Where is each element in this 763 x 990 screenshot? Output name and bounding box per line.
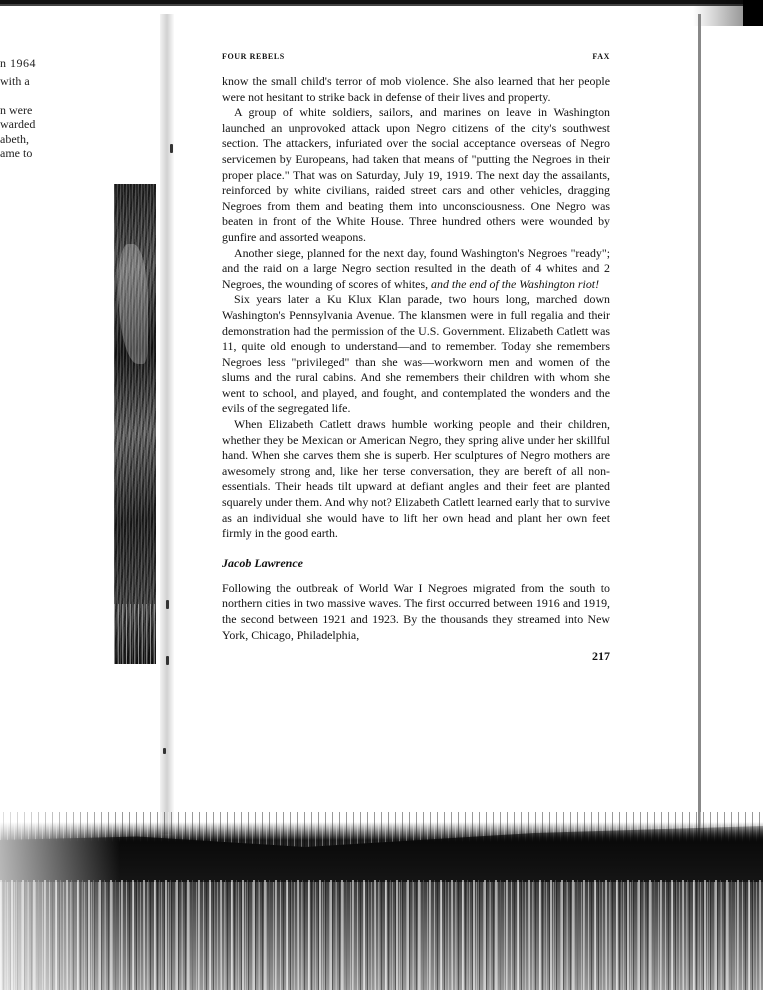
previous-page-line: warded xyxy=(0,117,36,131)
previous-page-line: n were xyxy=(0,102,33,117)
margin-mark xyxy=(166,600,169,609)
body-text xyxy=(222,74,610,643)
margin-mark xyxy=(163,748,166,754)
paragraph: Six years later a Ku Klux Klan parade, two hours long, marched down Washington's Pennsylvania Avenue. The klansmen were in full regalia and their demonstration had the permission of the U.S. Government. Elizabeth Catlett was 11, quite old enough to understand—and to remember. Today she remembers Negroes less "privileged" than she was—workworn men and women of the slums and the rural cabins. And she remembers their children with whom she went to school, and played, and fought, and contemplated the wonders and the evils of the segregated life. xyxy=(222,292,610,416)
paragraph: A group of white soldiers, sailors, and marines on leave in Washington launched an unprovoked attack upon Negro citizens of the city's southwest section. The attackers, infuriated over the social acceptance overseas of Negro servicemen by Europeans, had taken that means of "putting the Negroes in their proper place." That was on Saturday, July 19, 1919. The next day the assailants, reinforced by white civilians, raided street cars and other vehicles, dragging Negroes from them and beating them into unconsciousness. One Negro was beaten in front of the White House. Three hundred others were wounded by gunfire and assorted weapons. xyxy=(222,105,610,244)
running-head-section: FAX xyxy=(592,52,610,61)
previous-page-line: n 1964 xyxy=(0,56,36,70)
paragraph-text: Another siege, planned for the next day, found Washington's Negroes "ready"; and the raid on a large Negro section resulted in the death of 4 whites and 2 Negroes, the wounding of scores of whites, xyxy=(222,245,610,291)
previous-page-line xyxy=(0,88,150,103)
margin-mark xyxy=(170,144,173,153)
page-right-edge xyxy=(698,14,701,844)
running-head-title: FOUR REBELS xyxy=(222,52,285,61)
paragraph xyxy=(222,246,610,293)
paragraph: Following the outbreak of World War I Negroes migrated from the south to northern cities in two massive waves. The first occurred between 1916 and 1919, the second between 1921 and 1923. By the thousands they streamed into New York, Chicago, Philadelphia, xyxy=(222,580,610,642)
previous-page-line: with a xyxy=(0,73,30,88)
section-heading: Jacob Lawrence xyxy=(222,555,303,570)
paragraph: know the small child's terror of mob violence. She also learned that her people were not hesitant to strike back in defense of their lives and property. xyxy=(222,74,610,104)
previous-page-fragment xyxy=(0,56,150,161)
previous-page-line: ame to xyxy=(0,146,33,160)
running-head xyxy=(222,52,610,61)
scan-top-edge xyxy=(0,0,763,14)
paragraph: When Elizabeth Catlett draws humble working people and their children, whether they be Mexican or American Negro, they spring alive under her skillful hand. When she carves them she is superb. Her sculptures of Negro mothers are awesomely strong and, like her terse conversation, they are bereft of all non-essentials. Their heads tilt upward at defiant angles and their feet are planted squarely under them. And why not? Elizabeth Catlett learned early that to survive as an individual she would have to lift her own head and plant her own feet firmly in the good earth. xyxy=(222,417,610,541)
previous-page-line: abeth, xyxy=(0,131,29,146)
paragraph-emphasis: and the end of the Washington riot! xyxy=(431,276,600,291)
scan-left-fade xyxy=(0,700,120,990)
margin-mark xyxy=(166,656,169,665)
book-page xyxy=(222,52,610,664)
book-spine-shadow xyxy=(160,14,174,834)
page-number: 217 xyxy=(592,649,610,664)
previous-page-illustration xyxy=(114,184,156,664)
